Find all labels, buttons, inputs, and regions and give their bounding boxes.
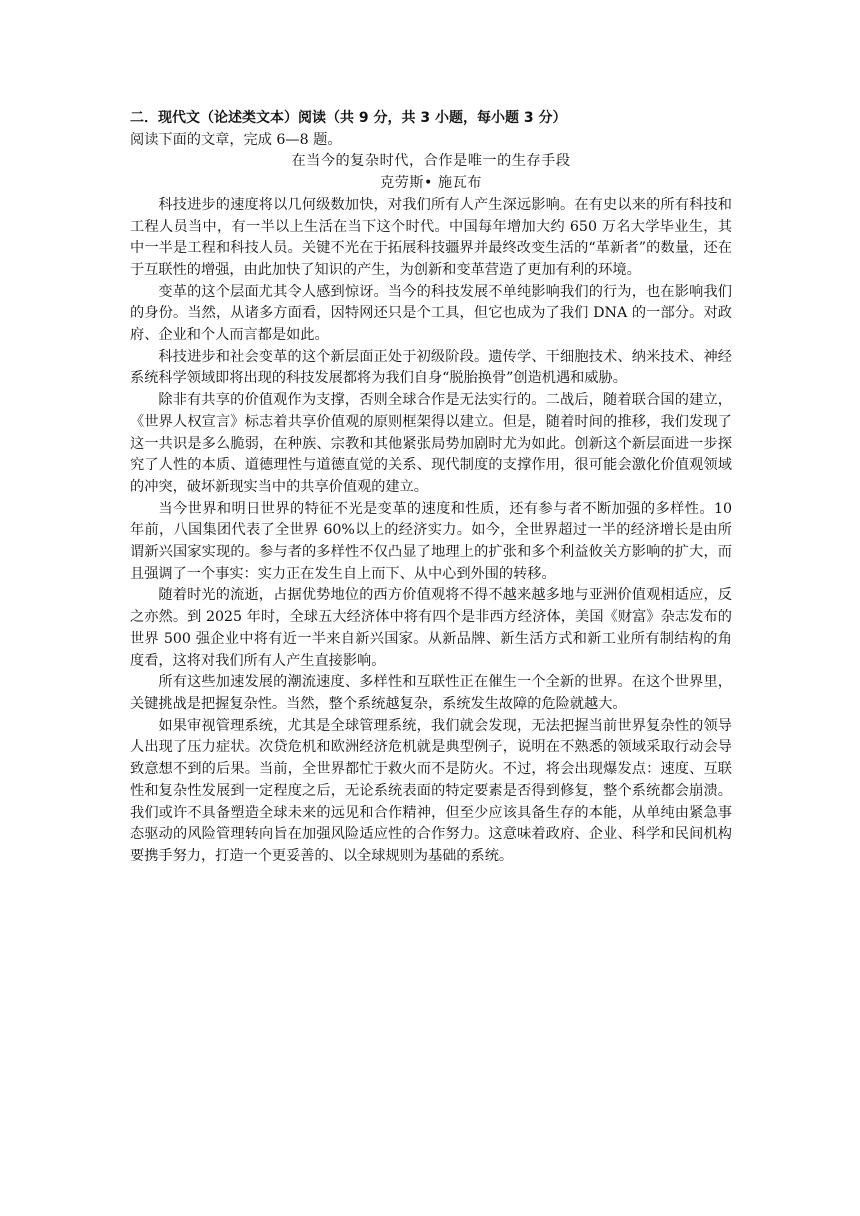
instruction-text: 阅读下面的文章，完成 6—8 题。 — [130, 131, 342, 148]
paragraph-6: 随着时光的流逝，占据优势地位的西方价值观将不得不越来越多地与亚洲价值观相适应，反之亦然。到 2025 年时，全球五大经济体中将有四个是非西方经济体，美国《财富》杂志发布的世界 500 强企业中将有近一半来自新兴国家。从新品牌、新生活方式和新工业所有制结构的角度看，这将对我们所有人产生直接影响。 — [130, 587, 732, 669]
document-page — [130, 108, 732, 868]
section-heading: 二．现代文（论述类文本）阅读（共 9 分，共 3 小题，每小题 3 分） — [130, 110, 567, 126]
article-author: 克劳斯• 施瓦布 — [379, 175, 482, 192]
paragraph-1: 科技进步的速度将以几何级数加快，对我们所有人产生深远影响。在有史以来的所有科技和工程人员当中，有一半以上生活在当下这个时代。中国每年增加大约 650 万名大学毕业生，其中一半是工程和科技人员。关键不光在于拓展科技疆界并最终改变生活的“革新者”的数量，还在于互联性的增强，由此加快了知识的产生，为创新和变革营造了更加有利的环境。 — [130, 196, 732, 278]
paragraph-8: 如果审视管理系统，尤其是全球管理系统，我们就会发现，无法把握当前世界复杂性的领导人出现了压力症状。次贷危机和欧洲经济危机就是典型例子，说明在不熟悉的领域采取行动会导致意想不到的后果。当前，全世界都忙于救火而不是防火。不过，将会出现爆发点：速度、互联性和复杂性发展到一定程度之后，无论系统表面的特定要素是否得到修复，整个系统都会崩溃。我们或许不具备塑造全球未来的远见和合作精神，但至少应该具备生存的本能，从单纯由紧急事态驱动的风险管理转向旨在加强风险适应性的合作努力。这意味着政府、企业、科学和民间机构要携手努力，打造一个更妥善的、以全球规则为基础的系统。 — [130, 717, 732, 864]
paragraph-4: 除非有共享的价值观作为支撑，否则全球合作是无法实行的。二战后，随着联合国的建立，《世界人权宣言》标志着共享价值观的原则框架得以建立。但是，随着时间的推移，我们发现了这一共识是多么脆弱，在种族、宗教和其他紧张局势加剧时尤为如此。创新这个新层面进一步探究了人性的本质、道德理性与道德直觉的关系、现代制度的支撑作用，很可能会激化价值观领域的冲突，破坏新现实当中的共享价值观的建立。 — [130, 392, 732, 495]
paragraph-3: 科技进步和社会变革的这个新层面正处于初级阶段。遗传学、干细胞技术、纳米技术、神经系统科学领域即将出现的科技发展都将为我们自身“脱胎换骨”创造机遇和威胁。 — [130, 348, 732, 387]
article-title: 在当今的复杂时代，合作是唯一的生存手段 — [291, 153, 571, 170]
paragraph-5: 当今世界和明日世界的特征不光是变革的速度和性质，还有参与者不断加强的多样性。10 年前，八国集团代表了全世界 60%以上的经济实力。如今，全世界超过一半的经济增长是由所谓新兴国家实现的。参与者的多样性不仅凸显了地理上的扩张和多个利益攸关方影响的扩大，而且强调了一个事实：实力正在发生自上而下、从中心到外围的转移。 — [130, 500, 732, 582]
paragraph-2: 变革的这个层面尤其令人感到惊讶。当今的科技发展不单纯影响我们的行为，也在影响我们的身份。当然，从诸多方面看，因特网还只是个工具，但它也成为了我们 DNA 的一部分。对政府、企业和个人而言都是如此。 — [130, 283, 732, 344]
paragraph-7: 所有这些加速发展的潮流速度、多样性和互联性正在催生一个全新的世界。在这个世界里，关键挑战是把握复杂性。当然，整个系统越复杂，系统发生故障的危险就越大。 — [130, 674, 732, 712]
